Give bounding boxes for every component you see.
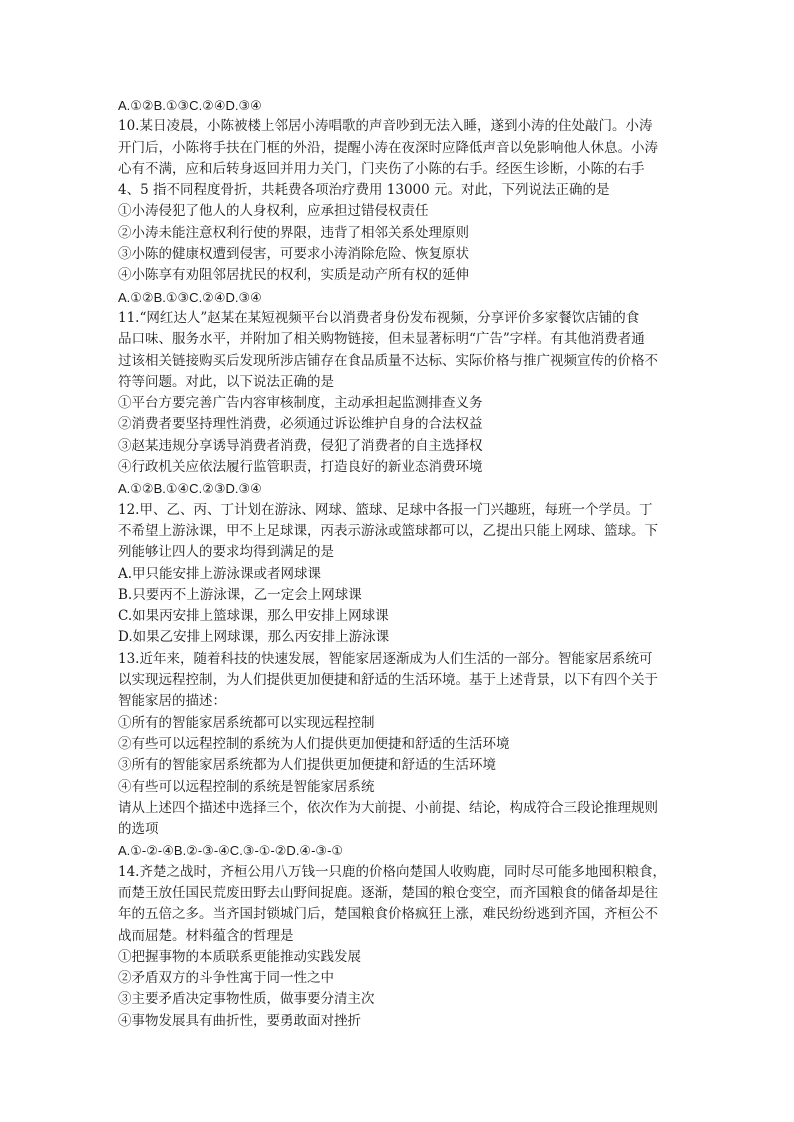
q14-statement-3: ③主要矛盾决定事物性质，做事要分清主次 (118, 991, 375, 1008)
q9-answer-options: A.①②B.①③C.②④D.③④ (118, 98, 262, 113)
q10-stem-line-2: 开门后，小陈将手扶在门框的外沿，提醒小涛在夜深时应降低声音以免影响他人休息。小涛 (118, 139, 658, 156)
q11-stem-line-2: 品口味、服务水平，并附加了相关购物链接，但未显著标明“广告”字样。有其他消费者通 (118, 331, 645, 348)
exam-page (118, 95, 678, 1032)
q10-stem-line-1: 10.某日凌晨，小陈被楼上邻居小涛唱歌的声音吵到无法入睡，遂到小涛的住处敲门。小涛 (118, 118, 653, 135)
q10-statement-1: ①小涛侵犯了他人的人身权利，应承担过错侵权责任 (118, 203, 429, 220)
q11-statement-2: ②消费者要坚持理性消费，必须通过诉讼维护自身的合法权益 (118, 416, 483, 433)
q11-stem-line-1: 11.“网红达人”赵某在某短视频平台以消费者身份发布视频，分享评价多家餐饮店铺的食 (118, 309, 640, 326)
q14-stem-line-2: 而楚王放任国民荒废田野去山野间捉鹿。逐渐，楚国的粮仓变空，而齐国粮食的储备却是往 (118, 884, 658, 901)
q12-stem-line-3: 列能够让四人的要求均得到满足的是 (118, 544, 334, 561)
q10-answer-options: A.①②B.①③C.②④D.③④ (118, 289, 262, 305)
q14-statement-4: ④事物发展具有曲折性，要勇敢面对挫折 (118, 1012, 361, 1029)
q11-statement-4: ④行政机关应依法履行监管职责，打造良好的新业态消费环境 (118, 459, 483, 476)
q10-stem-line-3: 心有不满，应和后转身返回并用力关门，门夹伤了小陈的右手。经医生诊断，小陈的右手 (118, 160, 645, 177)
q14-statement-2: ②矛盾双方的斗争性寓于同一性之中 (118, 970, 334, 987)
q12-option-b: B.只要丙不上游泳课，乙一定会上网球课 (118, 586, 362, 603)
q13-stem-line-1: 13.近年来，随着科技的快速发展，智能家居逐渐成为人们生活的一部分。智能家居系统可 (118, 650, 653, 667)
q12-stem-line-1: 12.甲、乙、丙、丁计划在游泳、网球、篮球、足球中各报一门兴趣班，每班一个学员。丁 (118, 501, 653, 518)
q11-stem-line-3: 过该相关链接购买后发现所涉店铺存在食品质量不达标、实际价格与推广视频宣传的价格不 (118, 352, 658, 369)
q12-stem-line-2: 不希望上游泳课，甲不上足球课，丙表示游泳或篮球都可以，乙提出只能上网球、篮球。下 (118, 522, 658, 539)
q14-stem-line-4: 战而屈楚。材料蕴含的哲理是 (118, 927, 294, 944)
q13-stem-line-3: 智能家居的描述： (118, 693, 226, 710)
q11-statement-3: ③赵某违规分享诱导消费者消费，侵犯了消费者的自主选择权 (118, 437, 483, 454)
q11-statement-1: ①平台方要完善广告内容审核制度，主动承担起监测排查义务 (118, 395, 483, 412)
q14-stem-line-3: 年的五倍之多。当齐国封锁城门后，楚国粮食价格疯狂上涨，难民纷纷逃到齐国，齐桓公不 (118, 906, 658, 923)
q13-statement-3: ③所有的智能家居系统都为人们提供更加便捷和舒适的生活环境 (118, 757, 496, 774)
q12-option-a: A.甲只能安排上游泳课或者网球课 (118, 565, 322, 582)
q14-statement-1: ①把握事物的本质联系更能推动实践发展 (118, 948, 361, 965)
q13-statement-1: ①所有的智能家居系统都可以实现远程控制 (118, 714, 375, 731)
q12-option-c: C.如果丙安排上篮球课，那么甲安排上网球课 (118, 608, 389, 625)
q13-stem-line-2: 以实现远程控制，为人们提供更加便捷和舒适的生活环境。基于上述背景，以下有四个关于 (118, 672, 658, 689)
q10-statement-4: ④小陈享有劝阻邻居扰民的权利，实质是动产所有权的延伸 (118, 267, 469, 284)
q11-stem-line-4: 符等问题。对此，以下说法正确的是 (118, 373, 334, 390)
q10-statement-2: ②小涛未能注意权利行使的界限，违背了相邻关系处理原则 (118, 224, 469, 241)
q13-statement-2: ②有些可以远程控制的系统为人们提供更加便捷和舒适的生活环境 (118, 735, 510, 752)
q10-statement-3: ③小陈的健康权遭到侵害，可要求小涛消除危险、恢复原状 (118, 246, 469, 263)
q11-answer-options: A.①②B.①④C.②③D.③④ (118, 481, 262, 497)
q13-statement-4: ④有些可以远程控制的系统是智能家居系统 (118, 778, 375, 795)
q13-instruction-line-1: 请从上述四个描述中选择三个，依次作为大前提、小前提、结论，构成符合三段论推理规则 (118, 799, 658, 816)
q14-stem-line-1: 14.齐楚之战时，齐桓公用八万钱一只鹿的价格向楚国人收购鹿，同时尽可能多地囤积粮食， (118, 863, 666, 880)
q13-answer-options: A.①-②-④B.②-③-④C.③-①-②D.④-③-① (118, 843, 344, 859)
q13-instruction-line-2: 的选项 (118, 821, 159, 838)
q10-stem-line-4: 4、5 指不同程度骨折，共耗费各项治疗费用 13000 元。对此，下列说法正确的是 (118, 182, 610, 199)
q12-option-d: D.如果乙安排上网球课，那么丙安排上游泳课 (118, 629, 390, 646)
